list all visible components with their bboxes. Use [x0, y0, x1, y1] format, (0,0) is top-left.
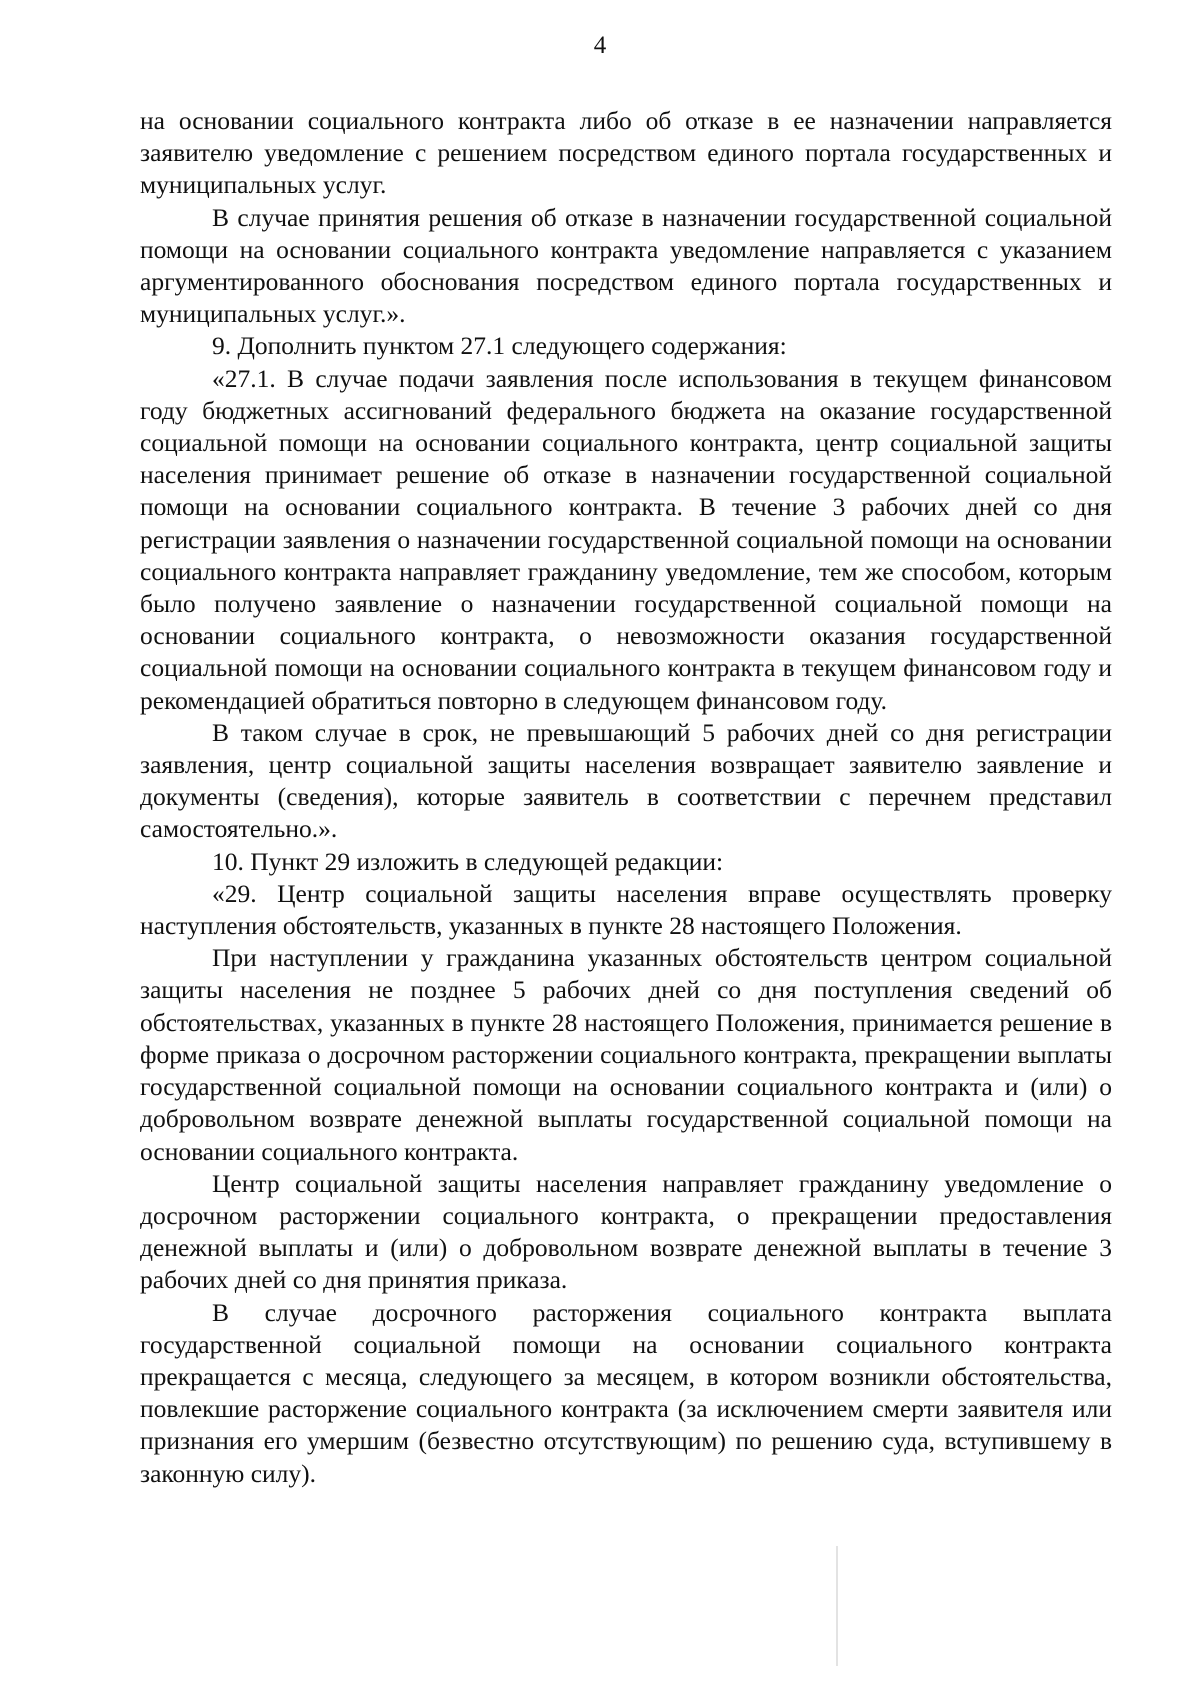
paragraph: «29. Центр социальной защиты населения вправе осуществлять проверку наступления обстоятельств, указанных в пункте 28 настоящего Положения. — [140, 878, 1112, 941]
paragraph: на основании социального контракта либо об отказе в ее назначении направляется заявителю уведомление с решением посредством единого портала государственных и муниципальных услуг. — [140, 106, 1112, 200]
paragraph: 9. Дополнить пунктом 27.1 следующего содержания: — [212, 331, 787, 361]
paragraph: При наступлении у гражданина указанных обстоятельств центром социальной защиты населения не позднее 5 рабочих дней со дня поступления сведений об обстоятельствах, указанных в пункте 28 настоящего Положения, принимается решение в форме приказа о досрочном расторжении социального контракта, прекращении выплаты государственной социальной помощи на основании социального контракта и (или) о добровольном возврате денежной выплаты государственной социальной помощи на основании социального контракта. — [140, 943, 1112, 1166]
document-body — [140, 105, 1112, 1490]
paragraph: 10. Пункт 29 изложить в следующей редакции: — [212, 846, 724, 876]
scan-artifact — [836, 1546, 838, 1666]
paragraph: В случае досрочного расторжения социального контракта выплата государственной социальной помощи на основании социального контракта прекращается с месяца, следующего за месяцем, в котором возникли обстоятельства, повлекшие расторжение социального контракта (за исключением смерти заявителя или признания его умершим (безвестно отсутствующим) по решению суда, вступившему в законную силу). — [140, 1297, 1112, 1488]
paragraph: Центр социальной защиты населения направляет гражданину уведомление о досрочном расторжении социального контракта, о прекращении предоставления денежной выплаты и (или) о добровольном возврате денежной выплаты в течение 3 рабочих дней со дня принятия приказа. — [140, 1168, 1112, 1295]
paragraph: В таком случае в срок, не превышающий 5 рабочих дней со дня регистрации заявления, центр социальной защиты населения возвращает заявителю заявление и документы (сведения), которые заявитель в соответствии с перечнем представил самостоятельно.». — [140, 717, 1112, 844]
paragraph: «27.1. В случае подачи заявления после использования в текущем финансовом году бюджетных ассигнований федерального бюджета на оказание государственной социальной помощи на основании социального контракта, центр социальной защиты населения принимает решение об отказе в назначении государственной социальной помощи на основании социального контракта. В течение 3 рабочих дней со дня регистрации заявления о назначении государственной социальной помощи на основании социального контракта направляет гражданину уведомление, тем же способом, которым было получено заявление о назначении государственной социальной помощи на основании социального контракта, о невозможности оказания государственной социальной помощи на основании социального контракта в текущем финансовом году и рекомендацией обратиться повторно в следующем финансовом году. — [140, 363, 1112, 715]
paragraph: В случае принятия решения об отказе в назначении государственной социальной помощи на основании социального контракта уведомление направляется с указанием аргументированного обоснования посредством единого портала государственных и муниципальных услуг.». — [140, 202, 1112, 329]
page-number: 4 — [593, 32, 607, 59]
